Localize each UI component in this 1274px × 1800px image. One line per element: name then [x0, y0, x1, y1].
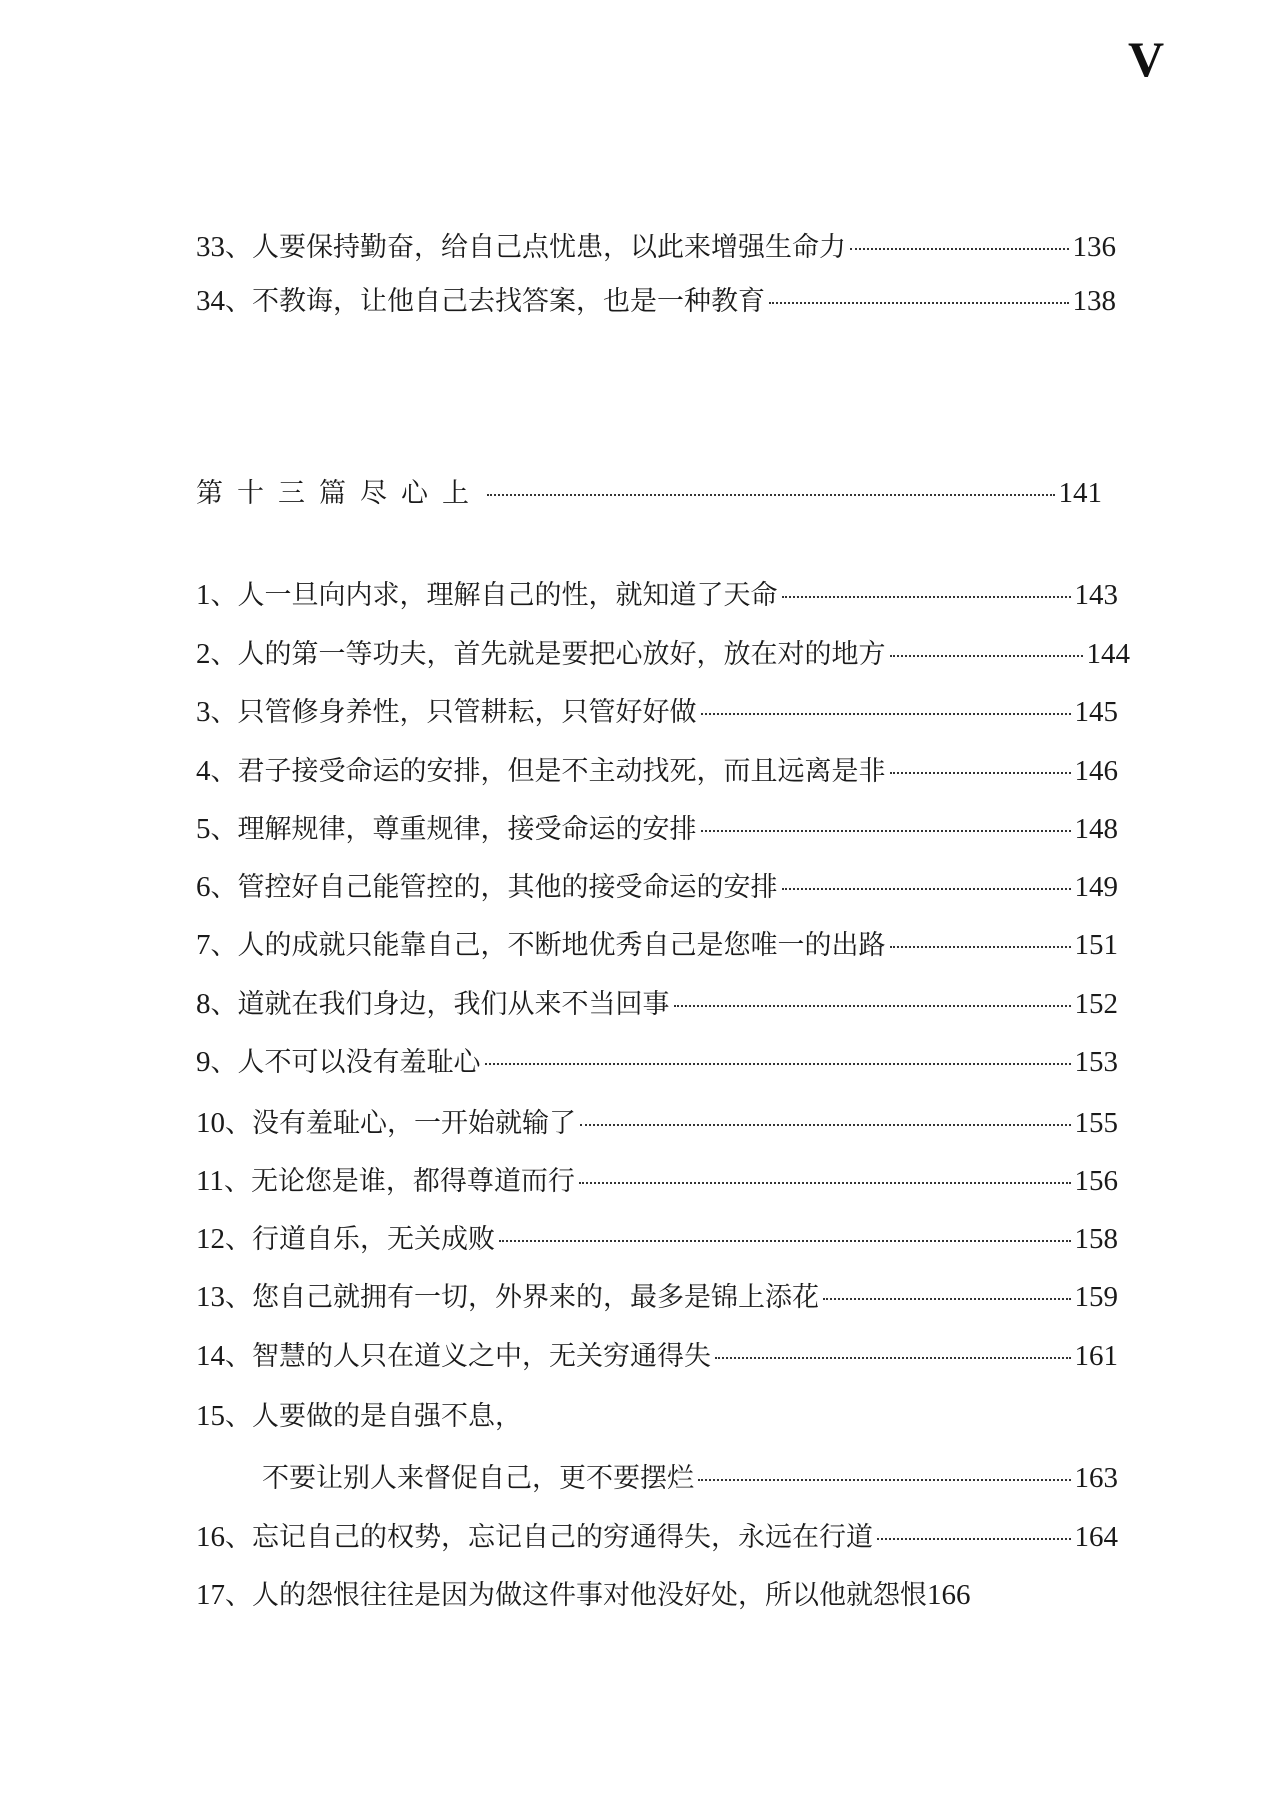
toc-entry [196, 1106, 1118, 1141]
dot-leader [698, 1479, 1071, 1481]
entry-separator: 、 [225, 1580, 252, 1611]
toc-entry [196, 754, 1118, 789]
entry-number: 33 [196, 231, 225, 263]
chapter-title: 尽心上 [360, 478, 483, 509]
toc-entry [196, 1222, 1118, 1257]
toc-entry [196, 987, 1118, 1022]
entry-page: 151 [1074, 929, 1118, 961]
dot-leader [890, 946, 1071, 948]
entry-title-continued: 不要让别人来督促自己，更不要摆烂 [262, 1463, 694, 1494]
entry-separator: 、 [210, 930, 238, 961]
entry-title: 人不可以没有羞耻心 [237, 1047, 481, 1078]
entry-number: 15 [196, 1400, 225, 1432]
entry-separator: 、 [210, 639, 238, 670]
entry-separator: 、 [225, 1282, 252, 1313]
toc-entry [196, 812, 1118, 847]
entry-separator: 、 [225, 1401, 252, 1432]
entry-page: 145 [1074, 696, 1118, 728]
dot-leader [877, 1538, 1071, 1540]
entry-page: 144 [1086, 638, 1130, 670]
entry-separator: 、 [210, 756, 238, 787]
entry-title: 人要做的是自强不息， [252, 1401, 522, 1432]
entry-number: 13 [196, 1281, 225, 1313]
dot-leader [890, 655, 1083, 657]
chapter-label: 第十三篇 [196, 478, 360, 509]
dot-leader [674, 1005, 1071, 1007]
entry-title: 道就在我们身边，我们从来不当回事 [237, 989, 670, 1020]
entry-title: 人要保持勤奋，给自己点忧患，以此来增强生命力 [252, 232, 846, 263]
entry-number: 2 [196, 638, 211, 670]
entry-page: 148 [1074, 813, 1118, 845]
toc-entry [196, 1164, 1118, 1199]
toc-entry [196, 578, 1118, 613]
entry-title: 人的成就只能靠自己，不断地优秀自己是您唯一的出路 [237, 930, 886, 961]
dot-leader [579, 1182, 1071, 1184]
toc-entry [196, 1339, 1118, 1374]
entry-separator: 、 [225, 286, 252, 317]
entry-number: 11 [196, 1165, 224, 1197]
entry-number: 4 [196, 755, 211, 787]
chapter-page: 141 [1058, 477, 1102, 509]
entry-title: 智慧的人只在道义之中，无关穷通得失 [252, 1341, 711, 1372]
entry-number: 16 [196, 1521, 225, 1553]
entry-separator: 、 [225, 1108, 252, 1139]
toc-entry-first-line [196, 1399, 522, 1434]
dot-leader [715, 1357, 1071, 1359]
dot-leader [580, 1124, 1071, 1126]
entry-number: 1 [196, 579, 211, 611]
entry-page: 138 [1072, 285, 1116, 317]
entry-separator: 、 [225, 1341, 252, 1372]
entry-separator: 、 [223, 1166, 251, 1197]
dot-leader [701, 713, 1071, 715]
entry-page: 158 [1074, 1223, 1118, 1255]
toc-entry [196, 870, 1118, 905]
entry-number: 7 [196, 929, 211, 961]
entry-page: 152 [1074, 988, 1118, 1020]
dot-leader [701, 830, 1071, 832]
entry-number: 8 [196, 988, 211, 1020]
dot-leader [769, 302, 1069, 304]
dot-leader [890, 772, 1071, 774]
dot-leader [823, 1298, 1071, 1300]
entry-number: 5 [196, 813, 211, 845]
entry-page: 149 [1074, 871, 1118, 903]
toc-entry [196, 284, 1116, 319]
entry-page: 146 [1074, 755, 1118, 787]
page-number: V [1128, 31, 1165, 87]
entry-separator: 、 [210, 697, 238, 728]
entry-title: 无论您是谁，都得尊道而行 [250, 1166, 575, 1197]
entry-title: 理解规律，尊重规律，接受命运的安排 [237, 814, 697, 845]
entry-separator: 、 [210, 872, 238, 903]
toc-entry [196, 1280, 1118, 1315]
entry-title: 没有羞耻心，一开始就输了 [252, 1108, 576, 1139]
toc-entry [196, 928, 1118, 963]
entry-page: 166 [927, 1579, 971, 1611]
chapter-heading [196, 476, 1102, 511]
entry-separator: 、 [225, 232, 252, 263]
entry-separator: 、 [210, 580, 238, 611]
toc-entry-second-line [262, 1461, 1118, 1496]
entry-separator: 、 [210, 1047, 238, 1078]
entry-page: 143 [1074, 579, 1118, 611]
dot-leader [487, 494, 1055, 496]
dot-leader [499, 1240, 1071, 1242]
dot-leader [485, 1063, 1071, 1065]
entry-separator: 、 [225, 1224, 252, 1255]
toc-entry [196, 695, 1118, 730]
entry-title: 人的第一等功夫，首先就是要把心放好，放在对的地方 [237, 639, 886, 670]
entry-title: 只管修身养性，只管耕耘，只管好好做 [237, 697, 697, 728]
entry-title: 不教诲，让他自己去找答案，也是一种教育 [252, 286, 765, 317]
entry-page: 159 [1074, 1281, 1118, 1313]
entry-page: 155 [1074, 1107, 1118, 1139]
entry-number: 10 [196, 1107, 225, 1139]
entry-number: 9 [196, 1046, 211, 1078]
entry-separator: 、 [210, 814, 238, 845]
entry-page: 153 [1074, 1046, 1118, 1078]
entry-title: 忘记自己的权势，忘记自己的穷通得失，永远在行道 [252, 1522, 873, 1553]
entry-title: 人一旦向内求，理解自己的性，就知道了天命 [237, 580, 778, 611]
toc-entry [196, 1520, 1118, 1555]
dot-leader [850, 248, 1069, 250]
entry-number: 34 [196, 285, 225, 317]
entry-number: 14 [196, 1340, 225, 1372]
entry-page: 163 [1074, 1462, 1118, 1494]
dot-leader [782, 888, 1071, 890]
entry-title: 行道自乐，无关成败 [252, 1224, 495, 1255]
entry-number: 3 [196, 696, 211, 728]
entry-page: 164 [1074, 1521, 1118, 1553]
entry-page: 161 [1074, 1340, 1118, 1372]
toc-entry [196, 230, 1116, 265]
entry-page: 156 [1074, 1165, 1118, 1197]
entry-separator: 、 [225, 1522, 252, 1553]
entry-separator: 、 [210, 989, 238, 1020]
toc-entry [196, 637, 1130, 672]
entry-number: 6 [196, 871, 211, 903]
dot-leader [782, 596, 1071, 598]
entry-number: 12 [196, 1223, 225, 1255]
entry-title: 您自己就拥有一切，外界来的，最多是锦上添花 [252, 1282, 819, 1313]
entry-title: 人的怨恨往往是因为做这件事对他没好处，所以他就怨恨 [252, 1580, 927, 1611]
entry-title: 管控好自己能管控的，其他的接受命运的安排 [237, 872, 778, 903]
entry-page: 136 [1072, 231, 1116, 263]
toc-entry [196, 1578, 971, 1613]
entry-number: 17 [196, 1579, 225, 1611]
entry-title: 君子接受命运的安排，但是不主动找死，而且远离是非 [237, 756, 886, 787]
toc-entry [196, 1045, 1118, 1080]
